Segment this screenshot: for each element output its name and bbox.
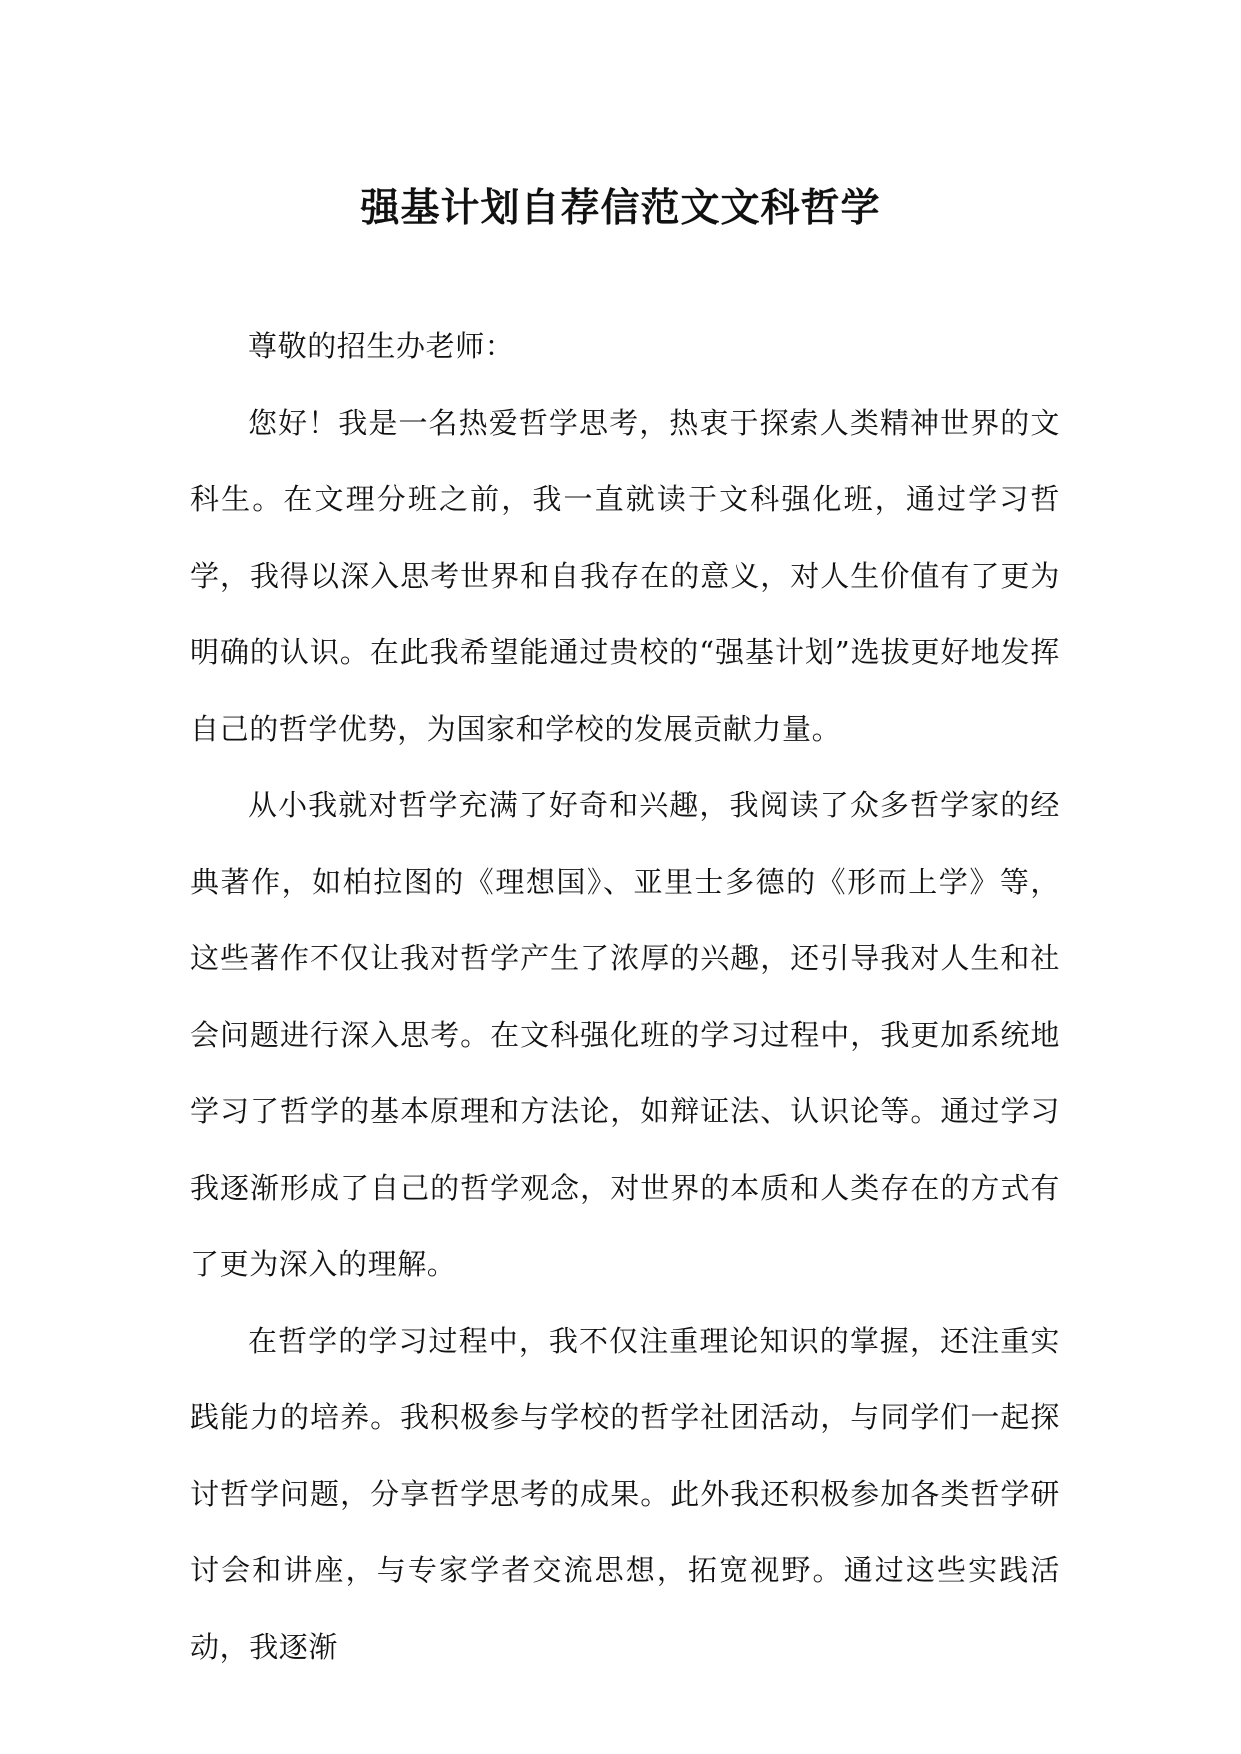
- document-body: [190, 308, 1060, 1685]
- document-title: 强基计划自荐信范文文科哲学: [360, 185, 881, 231]
- paragraph-practice: 在哲学的学习过程中，我不仅注重理论知识的掌握，还注重实践能力的培养。我积极参与学校的哲学社团活动，与同学们一起探讨哲学问题，分享哲学思考的成果。此外我还积极参加各类哲学研讨会和讲座，与专家学者交流思想，拓宽视野。通过这些实践活动，我逐渐: [190, 1323, 1060, 1664]
- salutation: 尊敬的招生办老师：: [248, 329, 515, 363]
- paragraph-introduction: 您好！我是一名热爱哲学思考，热衷于探索人类精神世界的文科生。在文理分班之前，我一直就读于文科强化班，通过学习哲学，我得以深入思考世界和自我存在的意义，对人生价值有了更为明确的认识。在此我希望能通过贵校的“强基计划”选拔更好地发挥自己的哲学优势，为国家和学校的发展贡献力量。: [190, 405, 1060, 746]
- paragraph-reading-and-study: 从小我就对哲学充满了好奇和兴趣，我阅读了众多哲学家的经典著作，如柏拉图的《理想国》、亚里士多德的《形而上学》等，这些著作不仅让我对哲学产生了浓厚的兴趣，还引导我对人生和社会问题进行深入思考。在文科强化班的学习过程中，我更加系统地学习了哲学的基本原理和方法论，如辩证法、认识论等。通过学习我逐渐形成了自己的哲学观念，对世界的本质和人类存在的方式有了更为深入的理解。: [190, 788, 1060, 1281]
